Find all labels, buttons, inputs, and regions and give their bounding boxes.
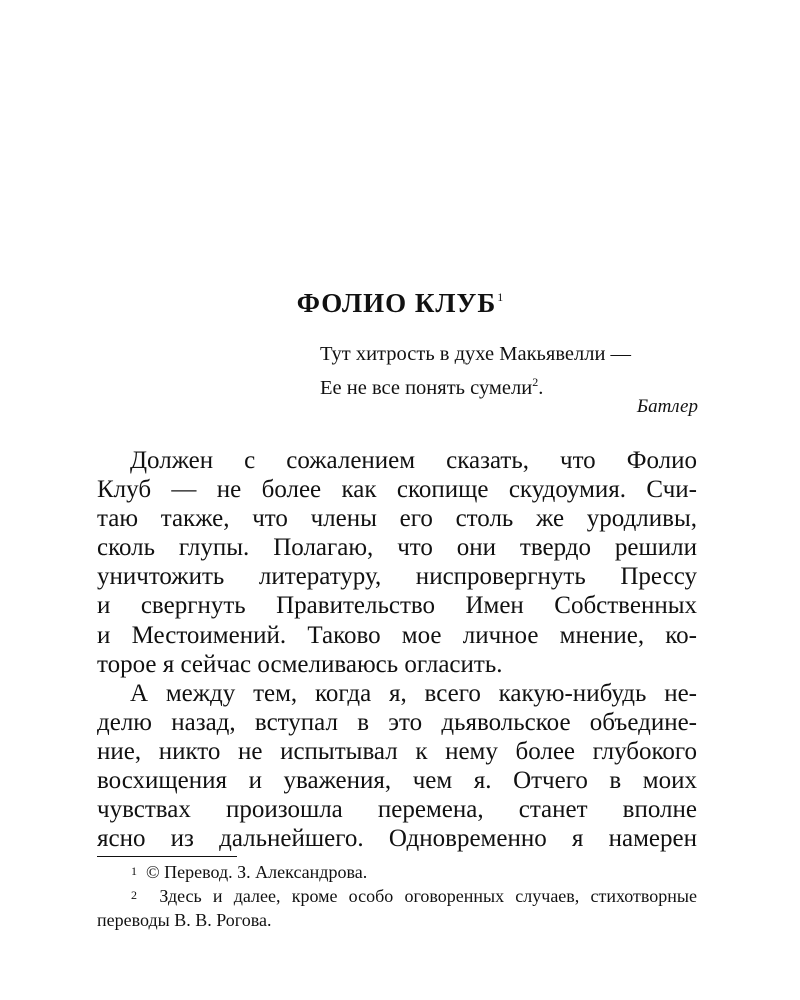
text-line: делю назад, вступал в это дьявольское объедине- xyxy=(97,708,697,736)
footnote-1-text: © Перевод. З. Александрова. xyxy=(146,862,368,882)
title-footnote-mark: 1 xyxy=(497,290,505,304)
text-line: Клуб — не более как скопище скудоумия. Счи- xyxy=(97,476,697,504)
footnote-2-text: Здесь и далее, кроме особо оговоренных случаев, стихотворные переводы В. В. Рогова. xyxy=(97,886,698,930)
epigraph-line-2-end: . xyxy=(538,376,544,399)
text-line: уничтожить литературу, ниспровергнуть Прессу xyxy=(97,563,697,591)
footnotes xyxy=(97,860,697,932)
text-line: Должен с сожалением сказать, что Фолио xyxy=(130,447,697,474)
text-line: сколь глупы. Полагаю, что они твердо решили xyxy=(97,534,697,562)
epigraph-line-2-text: Ее не все понять сумели xyxy=(320,376,533,399)
footnote-2 xyxy=(97,884,697,932)
text-line: восхищения и уважения, чем я. Отчего в моих xyxy=(97,767,697,795)
text-line: А между тем, когда я, всего какую-нибудь не- xyxy=(130,679,697,707)
epigraph-footnote-mark: 2 xyxy=(532,375,539,389)
footnote-1-number: 1 xyxy=(131,864,137,878)
paragraph-2 xyxy=(97,679,697,854)
chapter-title xyxy=(0,288,800,319)
text-line: таю также, что члены его столь же уродливы, xyxy=(97,505,697,533)
paragraph-1 xyxy=(97,446,697,679)
text-line: ние, никто не испытывал к нему более глубокого xyxy=(97,737,697,765)
epigraph-author: Батлер xyxy=(636,396,698,417)
epigraph-line-1: Тут хитрость в духе Макьявелли — xyxy=(320,343,632,365)
text-line: и свергнуть Правительство Имен Собственных xyxy=(97,592,697,620)
footnote-2-number: 2 xyxy=(131,888,137,902)
chapter-title-text: ФОЛИО КЛУБ xyxy=(296,288,497,318)
body-text xyxy=(97,446,697,853)
footnote-divider xyxy=(97,856,237,857)
text-line: чувствах произошла перемена, станет вполне xyxy=(97,796,697,824)
epigraph xyxy=(320,340,700,402)
text-line: ясно из дальнейшего. Одновременно я намерен xyxy=(97,825,697,853)
footnote-1 xyxy=(97,860,697,884)
text-line: торое я сейчас осмеливаюсь огласить. xyxy=(97,650,503,678)
text-line: и Местоимений. Таково мое личное мнение, ко- xyxy=(97,621,697,649)
